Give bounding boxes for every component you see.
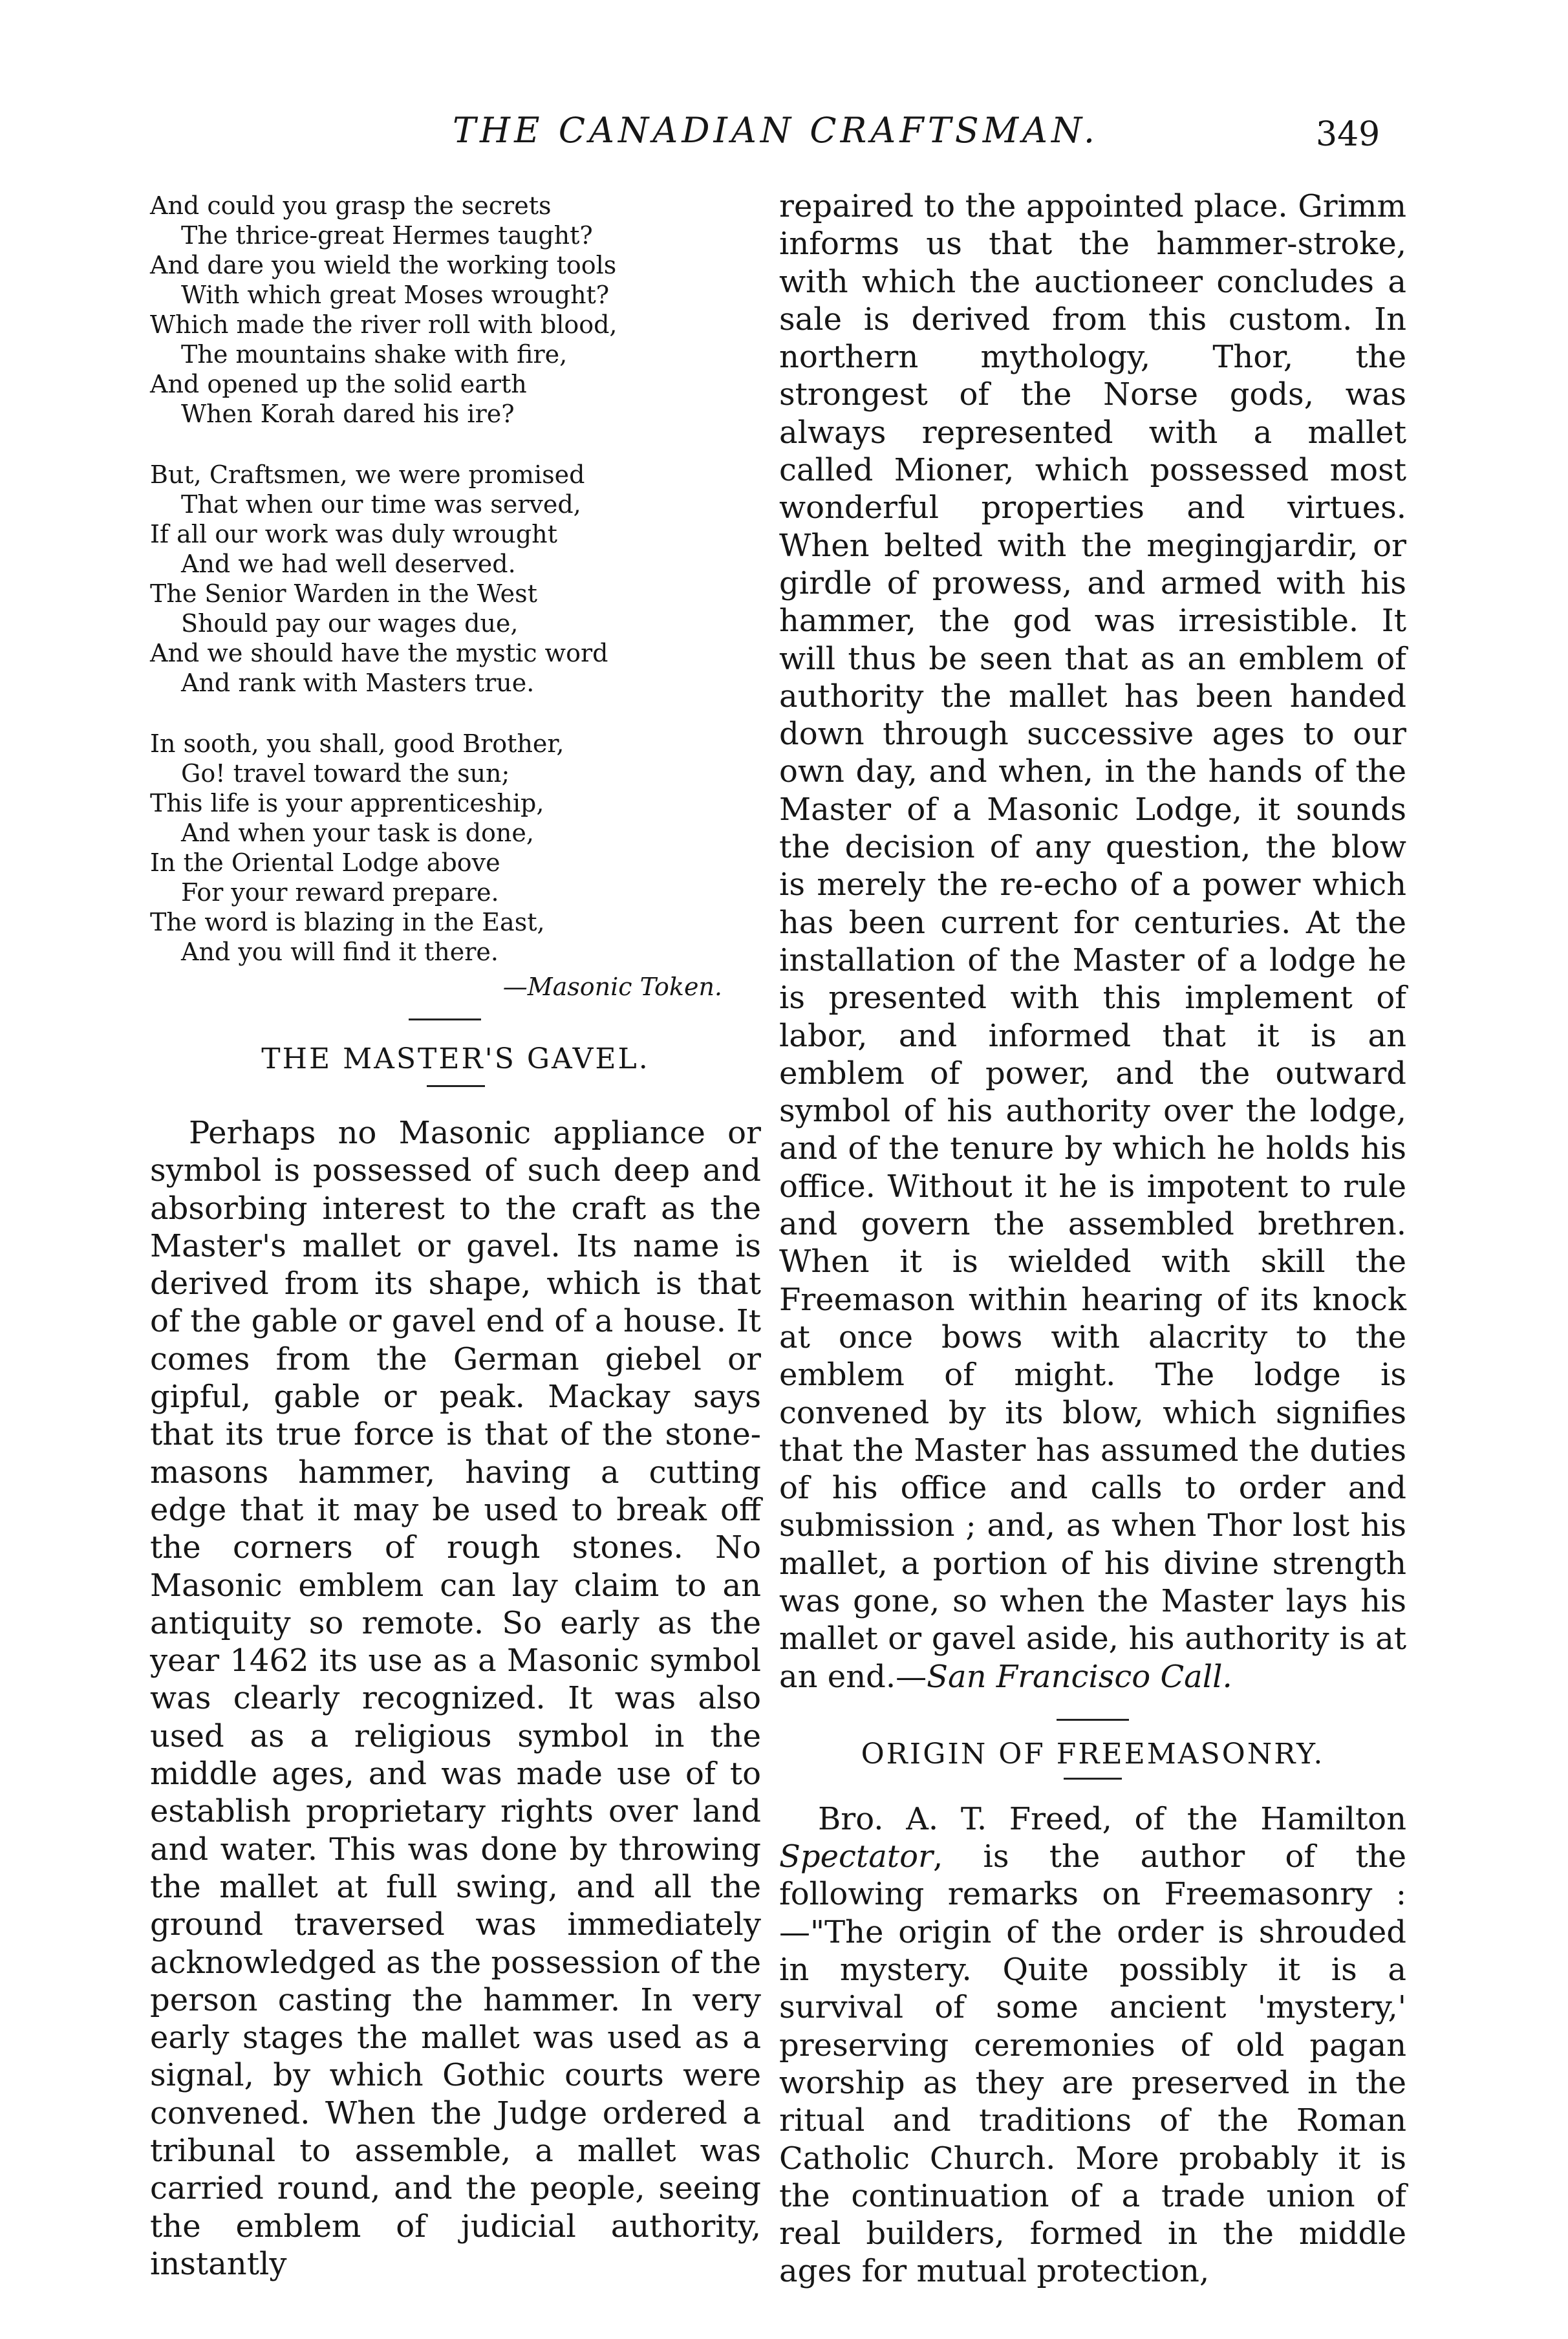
poem-line: That when our time was served,	[181, 490, 581, 519]
second-article-text: , is the author of the following remarks on Freemasonry :—"The origin of the order is shrouded in mystery. Quite possibly it is a survival of some ancient 'mystery,' preserving ceremonies of old pagan worship as they are preserved in the ritual and traditions of the Roman Catholic Church. More probably it is the continuation of a trade union of real builders, formed in the middle ages for mutual protection,	[779, 1838, 1406, 2290]
poem-line: The thrice-great Hermes taught?	[181, 221, 593, 250]
poem-line: For your reward prepare.	[181, 878, 499, 907]
second-article-body	[779, 1800, 1406, 2290]
poem-line: In the Oriental Lodge above	[150, 848, 500, 877]
publication-name: Spectator	[779, 1838, 933, 1875]
poem-line: And could you grasp the secrets	[150, 191, 552, 220]
poem-line: The word is blazing in the East,	[150, 908, 545, 936]
poem-line: And you will find it there.	[181, 938, 499, 966]
page-number: 349	[1316, 115, 1380, 154]
article-body-continued	[779, 188, 1406, 1696]
poem-stanza	[150, 191, 761, 429]
article-title: THE MASTER'S GAVEL.	[261, 1042, 650, 1075]
section-divider	[1057, 1719, 1129, 1721]
poem-stanza	[150, 729, 761, 967]
poem	[150, 191, 761, 967]
section-divider	[409, 1019, 481, 1020]
running-header	[0, 110, 1568, 162]
poem-line: The mountains shake with fire,	[181, 340, 568, 369]
poem-stanza	[150, 460, 761, 698]
poem-line: And we should have the mystic word	[150, 639, 608, 667]
poem-line: With which great Moses wrought?	[181, 281, 610, 309]
poem-line: And when your task is done,	[181, 819, 534, 847]
poem-line: The Senior Warden in the West	[150, 579, 537, 608]
poem-line: When Korah dared his ire?	[181, 400, 515, 428]
running-title: THE CANADIAN CRAFTSMAN.	[453, 110, 1099, 151]
poem-line: But, Craftsmen, we were promised	[150, 460, 585, 489]
poem-line: And opened up the solid earth	[150, 370, 527, 398]
article-body-text: repaired to the appointed place. Grimm informs us that the hammer-stroke, with which the auctioneer concludes a sale is derived from this custom. In northern mythology, Thor, the strongest of the Norse gods, was always represented with a mallet called Mioner, which possessed most wonderful properties and virtues. When belted with the megingjardir, or girdle of prowess, and armed with his hammer, the god was irresistible. It will thus be seen that as an emblem of authority the mallet has been handed down through successive ages to our own day, and when, in the hands of the Master of a Masonic Lodge, it sounds the decision of any question, the blow is merely the re-echo of a power which has been current for centuries. At the installation of the Master of a lodge he is presented with this implement of labor, and informed that it is an emblem of power, and the outward symbol of his authority over the lodge, and of the tenure by which he holds his office. Without it he is impotent to rule and govern the assembled brethren. When it is wielded with skill the Freemason within hearing of its knock at once bows with alacrity to the emblem of might. The lodge is convened by its blow, which signifies that the Master has assumed the duties of his office and calls to order and submission ; and, as when Thor lost his mallet, a portion of his divine strength was gone, so when the Master lays his mallet or gavel aside, his authority is at an end.—	[779, 188, 1406, 1695]
second-article-lead: Bro. A. T. Freed, of the Hamilton	[818, 1800, 1406, 1837]
right-column	[779, 188, 1406, 2290]
poem-line: And rank with Masters true.	[181, 669, 535, 697]
poem-line: And we had well deserved.	[181, 550, 516, 578]
poem-line: In sooth, you shall, good Brother,	[150, 729, 564, 758]
article-body: Perhaps no Masonic appliance or symbol is possessed of such deep and absorbing interest to the craft as the Master's mallet or gavel. Its name is derived from its shape, which is that of the gable or gavel end of a house. It comes from the German giebel or gipful, gable or peak. Mackay says that its true force is that of the stone-masons hammer, having a cutting edge that it may be used to break off the corners of rough stones. No Masonic emblem can lay claim to an antiquity so remote. So early as the year 1462 its use as a Masonic symbol was clearly recognized. It was also used as a religious symbol in the middle ages, and was made use of to establish proprietary rights over land and water. This was done by throwing the mallet at full swing, and all the ground traversed was immediately acknowledged as the possession of the person casting the hammer. In very early stages the mallet was used as a signal, by which Gothic courts were convened. When the Judge ordered a tribunal to assemble, a mallet was carried round, and the people, seeing the emblem of judicial authority, instantly	[150, 1115, 761, 2282]
poem-line: If all our work was duly wrought	[150, 520, 557, 548]
title-divider	[1064, 1778, 1122, 1780]
left-column	[150, 191, 761, 2283]
poem-line: And dare you wield the working tools	[150, 251, 617, 279]
poem-line: This life is your apprenticeship,	[150, 789, 544, 817]
poem-line: Which made the river roll with blood,	[150, 310, 618, 339]
title-divider	[427, 1085, 485, 1087]
second-article-title: ORIGIN OF FREEMASONRY.	[861, 1737, 1325, 1771]
poem-line: Go! travel toward the sun;	[181, 759, 510, 788]
article-source: San Francisco Call.	[927, 1658, 1232, 1695]
poem-attribution: —Masonic Token.	[502, 973, 722, 1001]
poem-line: Should pay our wages due,	[181, 609, 519, 638]
